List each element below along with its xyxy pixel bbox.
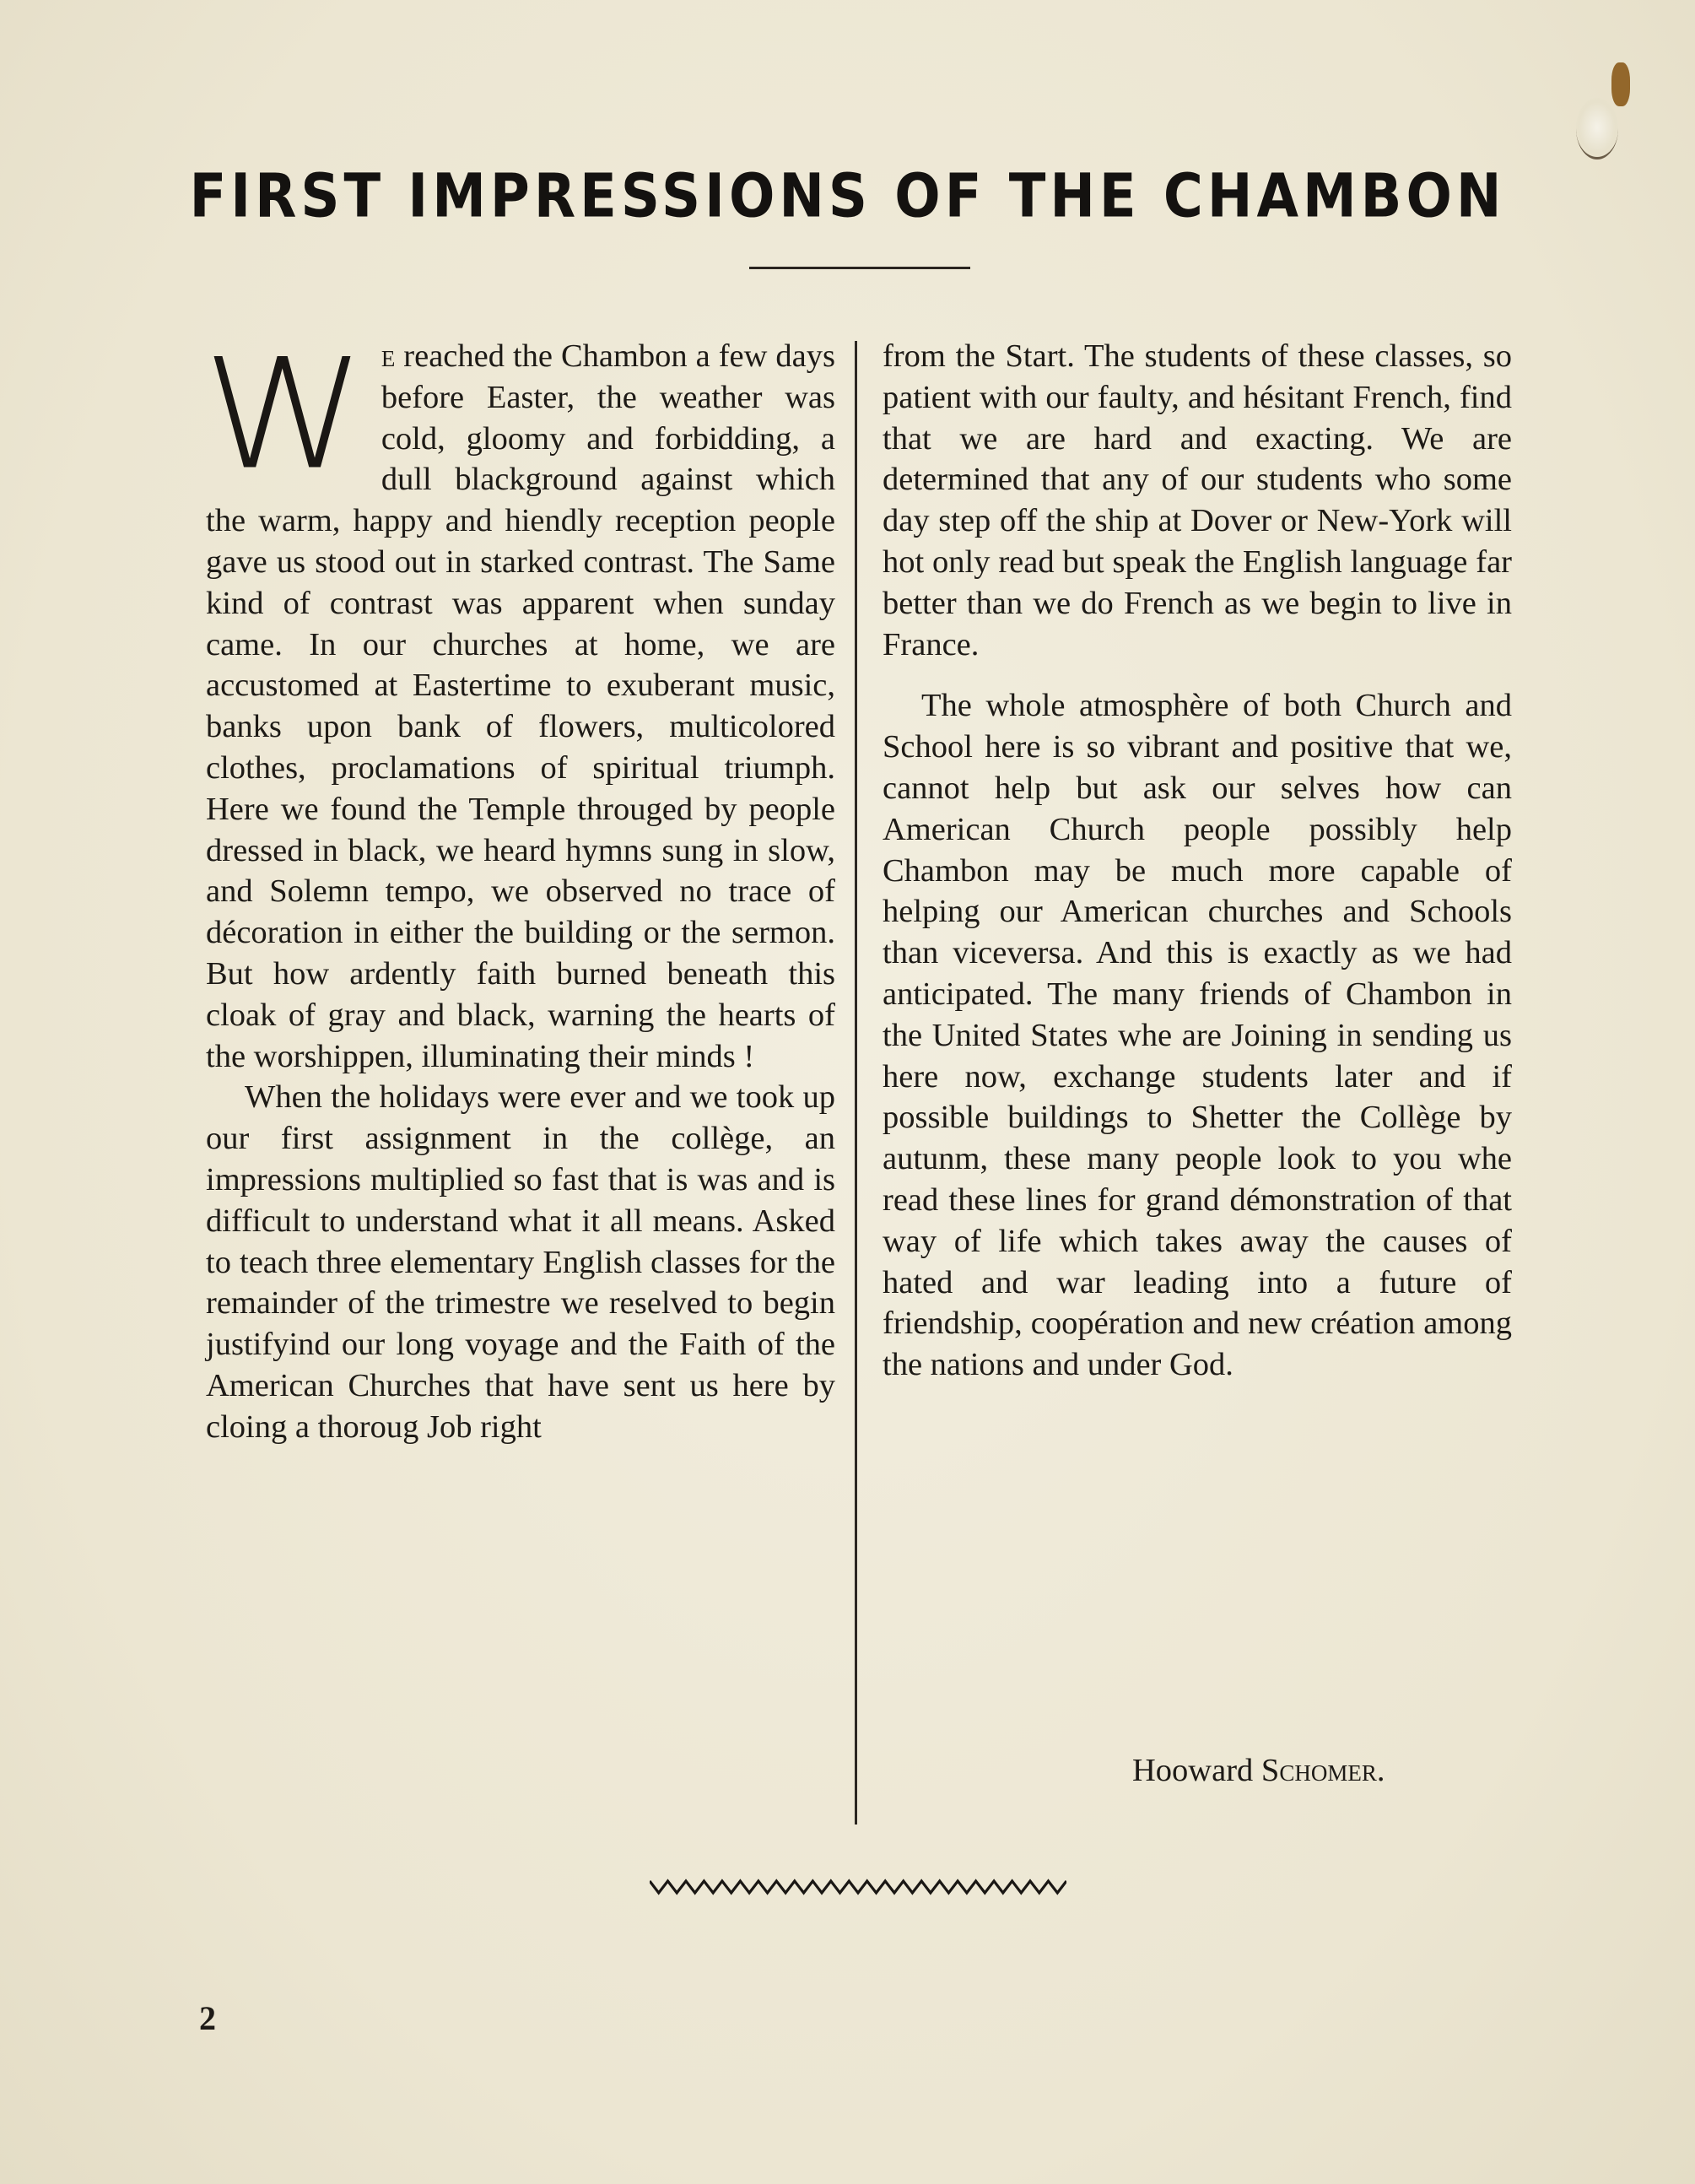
drop-cap: W bbox=[202, 326, 366, 504]
paper-stain bbox=[1611, 62, 1630, 106]
author-first-name: Hooward bbox=[1132, 1753, 1254, 1788]
left-column bbox=[202, 326, 835, 1448]
title-underline bbox=[749, 267, 970, 269]
author-last-name: Schomer. bbox=[1260, 1753, 1385, 1788]
right-paragraph-1: from the Start. The students of these classes, so patient with our faulty, and hésitant French, find that we are hard and exacting. We are determined that any of our students who some day step off the ship at Dover or New-York will hot only read but speak the English language far better than we do French as we begin to live in France. bbox=[883, 338, 1512, 662]
page-number: 2 bbox=[199, 1999, 216, 2037]
column-divider bbox=[855, 341, 857, 1825]
left-paragraph-1 bbox=[202, 326, 835, 1077]
article-title: FIRST IMPRESSIONS OF THE CHAMBON bbox=[189, 161, 1506, 232]
right-paragraph-2: The whole atmosphère of both Church and School here is so vibrant and positive that we, cannot help but ask our selves how can American Church people possibly help Chambon may be much more capable of helping our American churches and Schools than viceversa. And this is exactly as we had anticipated. The many friends of Chambon in the United States whe are Joining in sending us here now, exchange students later and if possible buildings to Shetter the Collège by autunm, these many people look to you whe read these lines for grand démonstration of that way of life which takes away the causes of hated and war leading into a future of friendship, coopération and new création among the nations and under God. bbox=[883, 688, 1512, 1383]
first-word-tail: e bbox=[381, 338, 396, 374]
left-paragraph-2: When the holidays were ever and we took up our first assignment in the collège, an impressions multiplied so fast that is was and is difficult to understand what it all means. Asked to teach three elementary English classes for the remainder of the trimestre we reselved to begin justifyind our long voyage and the Faith of the American Churches that have sent us here by cloing a thoroug Job right bbox=[206, 1079, 835, 1445]
author-signature bbox=[1132, 1750, 1385, 1791]
zigzag-ornament bbox=[650, 1879, 1066, 1895]
left-paragraph-1-text: reached the Chambon a few days before Easter, the weather was cold, gloomy and forbidding, a dull blackground against which the warm, happy and hiendly reception people gave us stood out in starked contrast. The Same kind of contrast was apparent when sunday came. In our churches at home, we are accustomed at Eastertime to exuberant music, banks upon bank of flowers, multicolored clothes, proclamations of spiritual triumph. Here we found the Temple througed by people dressed in black, we heard hymns sung in slow, and Solemn tempo, we observed no trace of décoration in either the building or the sermon. But how ardently faith burned beneath this cloak of gray and black, warning the hearts of the worshippen, illuminating their minds ! bbox=[206, 338, 835, 1074]
punch-hole bbox=[1576, 98, 1618, 159]
right-column bbox=[883, 336, 1512, 1386]
